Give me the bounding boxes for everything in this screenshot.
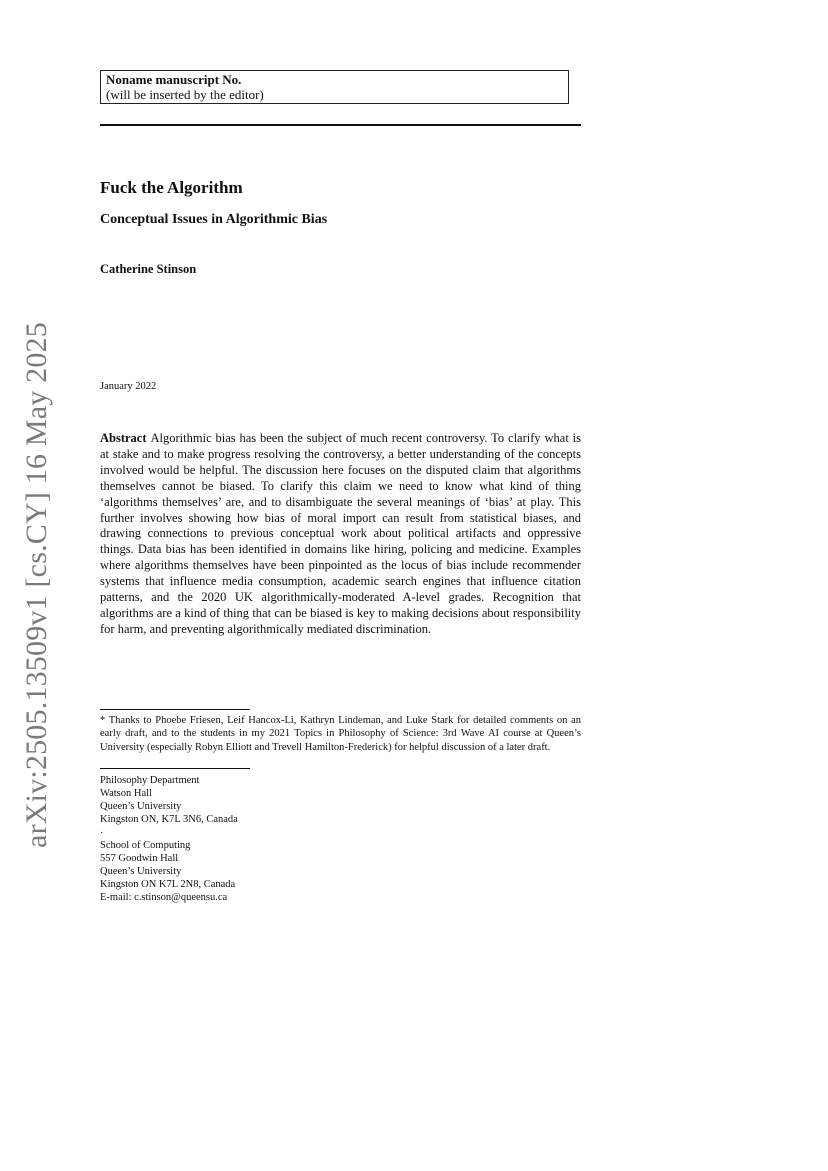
acknowledgement-footnote: * Thanks to Phoebe Friesen, Leif Hancox-Li, Kathryn Lindeman, and Luke Stark for detailed comments on an early draft, and to the students in my 2021 Topics in Philosophy of Science: 3rd Wave AI course at Queen’s University (especially Robyn Elliott and Trevell Hamilton-Frederick) for helpful discussion of a later draft. — [100, 715, 581, 753]
address-line: Queen’s University — [100, 800, 182, 812]
abstract — [100, 431, 581, 638]
address-line: Queen’s University — [100, 865, 182, 877]
manuscript-box — [100, 70, 569, 104]
address-line: Watson Hall — [100, 787, 152, 799]
author-name: Catherine Stinson — [100, 262, 197, 276]
manuscript-editor-note: (will be inserted by the editor) — [106, 86, 264, 102]
address-line: 557 Goodwin Hall — [100, 852, 179, 864]
manuscript-number-label: Noname manuscript No. — [106, 72, 242, 87]
address-line: Philosophy Department — [100, 775, 200, 786]
address-block-computing — [100, 840, 400, 905]
paper-date: January 2022 — [100, 381, 157, 392]
abstract-label: Abstract — [100, 431, 147, 445]
address-separator: · — [100, 828, 104, 839]
footnote-rule — [100, 709, 250, 710]
address-line: Kingston ON, K7L 3N6, Canada — [100, 813, 238, 825]
address-line: Kingston ON K7L 2N8, Canada — [100, 878, 236, 890]
address-rule — [100, 768, 250, 769]
arxiv-stamp: arXiv:2505.13509v1 [cs.CY] 16 May 2025 — [20, 322, 53, 848]
abstract-text: Algorithmic bias has been the subject of much recent controversy. To clarify what is at stake and to make progress resolving the controversy, a better understanding of the concepts involved would be helpful. The discussion here focuses on the disputed claim that algorithms themselves cannot be biased. To clarify this claim we need to know what kind of thing ‘algorithms themselves’ are, and to disambiguate the several meanings of ‘bias’ at play. This further involves showing how bias of moral import can result from statistical biases, and drawing connections to previous conceptual work about political artifacts and oppressive things. Data bias has been identified in domains like hiring, policing and medicine. Examples where algorithms themselves have been pinpointed as the locus of bias include recommender systems that influence media consumption, academic search engines that influence citation patterns, and the 2020 UK algorithmically-moderated A-level grades. Recognition that algorithms are a kind of thing that can be biased is key to making decisions about responsibility for harm, and preventing algorithmically mediated discrimination. — [100, 431, 581, 636]
paper-title: Fuck the Algorithm — [100, 178, 243, 197]
author-email[interactable]: E-mail: c.stinson@queensu.ca — [100, 891, 228, 903]
header-rule — [100, 124, 581, 126]
address-line: School of Computing — [100, 840, 191, 851]
paper-subtitle: Conceptual Issues in Algorithmic Bias — [100, 212, 328, 227]
address-block-philosophy — [100, 775, 400, 827]
